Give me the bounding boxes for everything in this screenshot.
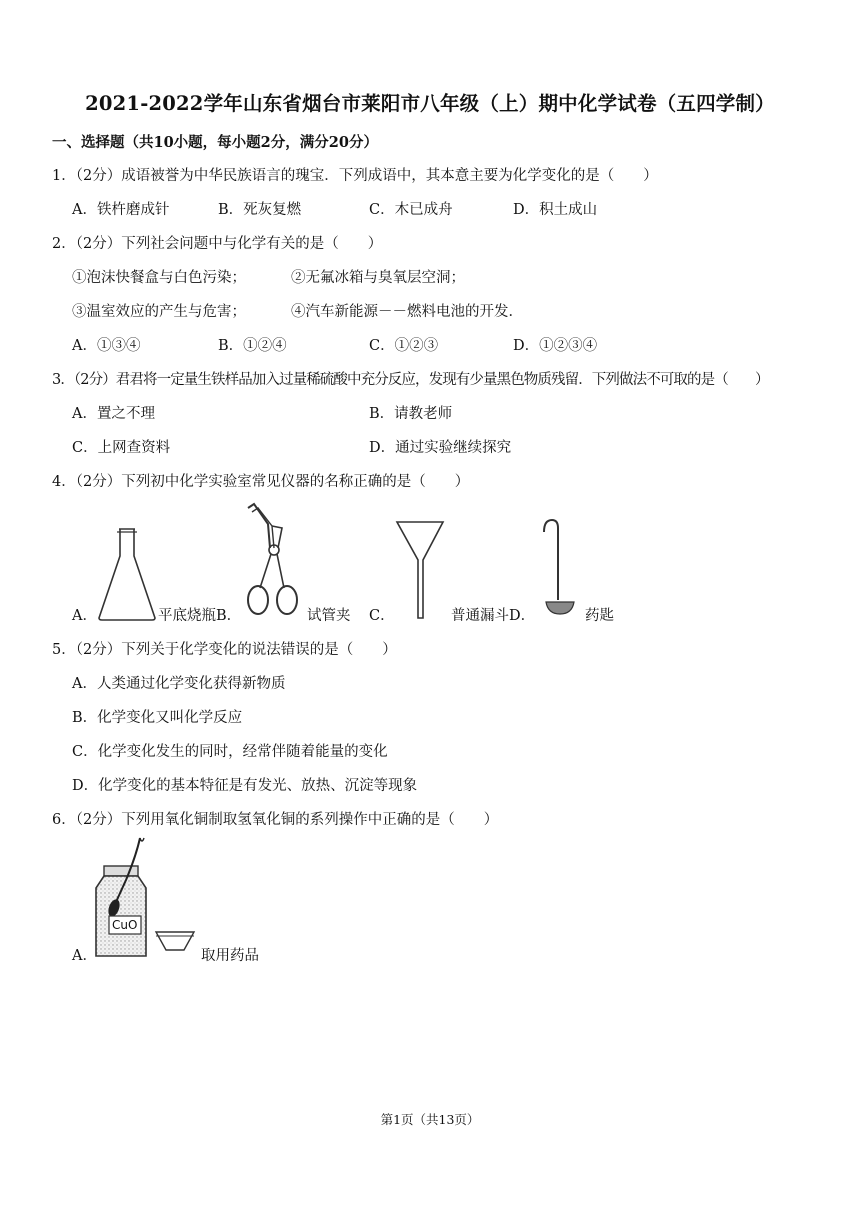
question-5-stem: 5．（2分）下列关于化学变化的说法错误的是（ ） [52, 642, 397, 658]
q2-option-c: C．①②③ [369, 338, 439, 354]
q5-option-c: C．化学变化发生的同时，经常伴随着能量的变化 [72, 744, 388, 760]
question-4-stem: 4．（2分）下列初中化学实验室常见仪器的名称正确的是（ ） [52, 474, 470, 490]
q1-option-d: D．积土成山 [513, 202, 598, 218]
page-title: 2021-2022学年山东省烟台市莱阳市八年级（上）期中化学试卷（五四学制） [85, 92, 775, 115]
question-3-stem: 3．（2分）君君将一定量生铁样品加入过量稀硫酸中充分反应，发现有少量黑色物质残留．下列做法不可取的是（ ） [52, 372, 769, 388]
q3-option-d: D．通过实验继续探究 [369, 440, 512, 456]
q4-label-tongs: 试管夹 [307, 608, 351, 624]
q2-item-4: ④汽车新能源－－燃料电池的开发． [291, 304, 523, 320]
question-1-stem: 1．（2分）成语被誉为中华民族语言的瑰宝．下列成语中，其本意主要为化学变化的是（ ） [52, 168, 658, 184]
q2-option-b: B．①②④ [218, 338, 287, 354]
q4-option-a: A． [72, 608, 97, 624]
q2-item-2: ②无氟冰箱与臭氧层空洞； [291, 270, 465, 286]
q5-option-b: B．化学变化又叫化学反应 [72, 710, 243, 726]
combustion-spoon-icon [538, 514, 584, 618]
question-2-stem: 2．（2分）下列社会问题中与化学有关的是（ ） [52, 236, 383, 252]
section-heading: 一、选择题（共10小题，每小题2分，满分20分） [52, 134, 378, 151]
conical-flask-icon [96, 526, 158, 622]
q4-label-flask: 平底烧瓶B． [158, 608, 242, 624]
funnel-icon [394, 518, 446, 622]
q3-option-a: A．置之不理 [72, 406, 155, 422]
q5-option-d: D．化学变化的基本特征是有发光、放热、沉淀等现象 [72, 778, 418, 794]
evaporating-dish-icon [154, 930, 196, 954]
q6-label-take-reagent: 取用药品 [201, 948, 259, 964]
q3-option-c: C．上网查资料 [72, 440, 171, 456]
q2-item-1: ①泡沫快餐盒与白色污染； [72, 270, 246, 286]
q6-option-a: A． [72, 948, 97, 964]
q1-option-a: A．铁杵磨成针 [72, 202, 170, 218]
page-footer: 第1页（共13页） [380, 1112, 480, 1127]
q1-option-b: B．死灰复燃 [218, 202, 302, 218]
q5-option-a: A．人类通过化学变化获得新物质 [72, 676, 286, 692]
crucible-tongs-icon [238, 502, 308, 620]
q2-option-a: A．①③④ [72, 338, 141, 354]
q1-option-c: C．木已成舟 [369, 202, 453, 218]
q4-label-funnel: 普通漏斗D． [451, 608, 536, 624]
q2-option-d: D．①②③④ [513, 338, 598, 354]
reagent-bottle-icon [92, 836, 152, 960]
q4-option-c: C． [369, 608, 395, 624]
bottle-label-cuo: CuO [112, 918, 138, 932]
q4-label-spoon: 药匙 [585, 608, 614, 624]
q2-item-3: ③温室效应的产生与危害； [72, 304, 246, 320]
question-6-stem: 6．（2分）下列用氧化铜制取氢氧化铜的系列操作中正确的是（ ） [52, 812, 499, 828]
q3-option-b: B．请教老师 [369, 406, 453, 422]
